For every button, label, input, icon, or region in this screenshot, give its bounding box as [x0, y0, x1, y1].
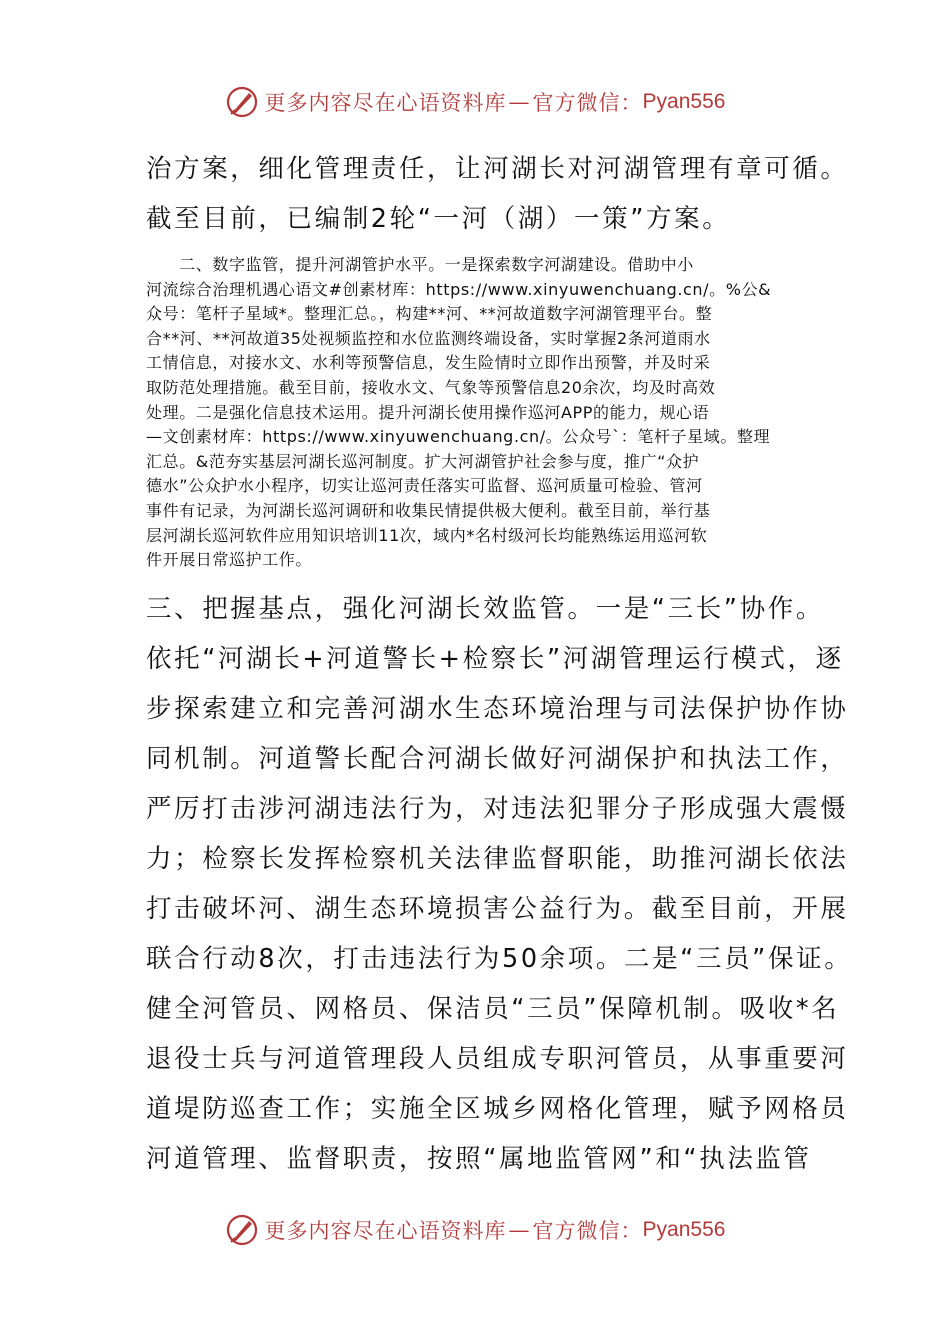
text-line: 处理。二是强化信息技术运用。提升河湖长使用操作巡河APP的能力，规心语: [146, 402, 710, 422]
text-line: 事件有记录，为河湖长巡河调研和收集民情提供极大便利。截至目前，举行基: [146, 500, 711, 520]
banner-site-text: 更多内容尽在心语资料库: [264, 1219, 507, 1243]
text-line: 二、数字监管，提升河湖管护水平。一是探索数字河湖建设。借助中小: [146, 255, 694, 274]
section-3-paragraph: [146, 584, 853, 1184]
text-line: 河流综合治理机遇心语文#创素材库：https://www.xinyuwenchuang.cn/。%公&: [146, 279, 772, 299]
text-line: 退役士兵与河道管理段人员组成专职河管员，从事重要河: [146, 1044, 849, 1074]
banner-wechat-label: 官方微信：: [532, 91, 643, 115]
text-line: 健全河管员、网格员、保洁员“三员”保障机制。吸收*名: [146, 994, 840, 1024]
banner-wechat-label: 官方微信：: [532, 1219, 643, 1243]
text-line: 道堤防巡查工作；实施全区城乡网格化管理，赋予网格员: [146, 1094, 849, 1124]
text-line: 步探索建立和完善河湖水生态环境治理与司法保护协作协: [146, 694, 849, 724]
text-line: 众号：笔杆子星域*。整理汇总。，构建**河、**河故道数字河湖管理平台。整: [146, 304, 713, 324]
banner-dash: —: [508, 1218, 531, 1242]
text-line: 力；检察长发挥检察机关法律监督职能，助推河湖长依法: [146, 844, 849, 874]
banner-wechat-id: Pyan556: [642, 90, 726, 113]
text-line: 同机制。河道警长配合河湖长做好河湖保护和执法工作，: [146, 744, 849, 774]
section-2-paragraph: [146, 253, 812, 573]
text-line: 打击破坏河、湖生态环境损害公益行为。截至目前，开展: [146, 894, 849, 924]
text-line: 工情信息，对接水文、水利等预警信息，发生险情时立即作出预警，并及时采: [146, 353, 711, 373]
banner-site-text: 更多内容尽在心语资料库: [264, 91, 507, 115]
text-line: 合**河、**河故道35处视频监控和水位监测终端设备，实时掌握2条河道雨水: [146, 328, 711, 348]
text-line: 联合行动8次，打击违法行为50余项。二是“三员”保证。: [146, 944, 853, 974]
text-line: 汇总。&范夯实基层河湖长巡河制度。扩大河湖管护社会参与度，推广“众护: [146, 451, 700, 471]
intro-paragraph: [146, 144, 849, 244]
text-line: 截至目前，已编制2轮“一河（湖）一策”方案。: [146, 204, 731, 234]
text-line: 依托“河湖长+河道警长+检察长”河湖管理运行模式，逐: [146, 644, 844, 674]
banner-wechat-id: Pyan556: [642, 1218, 726, 1241]
text-line: 三、把握基点，强化河湖长效监管。一是“三长”协作。: [146, 594, 824, 624]
quill-logo-icon: [225, 1213, 259, 1247]
quill-logo-icon: [225, 85, 259, 119]
text-line: —文创素材库：https://www.xinyuwenchuang.cn/。公众号`：笔杆子星域。整理: [146, 427, 771, 447]
banner-dash: —: [508, 90, 531, 114]
text-line: 严厉打击涉河湖违法行为，对违法犯罪分子形成强大震慑: [146, 794, 849, 824]
text-line: 治方案，细化管理责任，让河湖长对河湖管理有章可循。: [146, 154, 849, 184]
header-watermark-banner: [0, 82, 950, 122]
footer-watermark-banner: [0, 1210, 950, 1250]
text-line: 取防范处理措施。截至目前，接收水文、气象等预警信息20余次，均及时高效: [146, 377, 716, 397]
text-line: 件开展日常巡护工作。: [146, 550, 313, 570]
text-line: 层河湖长巡河软件应用知识培训11次，域内*名村级河长均能熟练运用巡河软: [146, 525, 708, 545]
text-line: 河道管理、监督职责，按照“属地监管网”和“执法监管: [146, 1144, 812, 1174]
text-line: 德水”公众护水小程序，切实让巡河责任落实可监督、巡河质量可检验、管河: [146, 476, 703, 496]
